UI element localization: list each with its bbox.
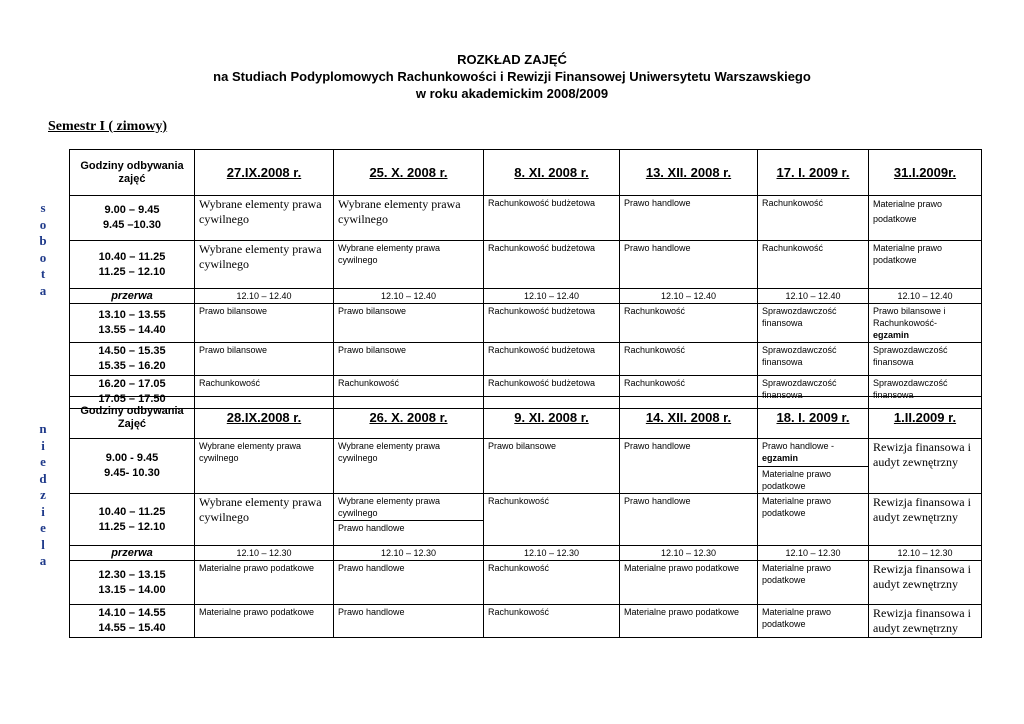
break-time: 12.10 – 12.30 (620, 546, 758, 561)
break-label: przerwa (70, 289, 195, 304)
class-cell: Rachunkowość budżetowa (484, 343, 620, 376)
academic-year: w roku akademickim 2008/2009 (415, 86, 609, 101)
time-slot: 9.00 – 9.45 9.45 –10.30 (70, 196, 195, 241)
class-cell: Materialne prawo podatkowe (758, 561, 869, 605)
break-label: przerwa (70, 546, 195, 561)
class-cell: Wybrane elementy prawa cywilnego (195, 494, 334, 546)
hours-header: Godziny odbywania Zajęć (70, 397, 195, 439)
exam-note: egzamin (873, 330, 910, 340)
class-cell: Rachunkowość budżetowa (484, 376, 620, 409)
class-cell: Prawo handlowe - egzamin Materialne prawo podatkowe (758, 439, 869, 494)
date-header: 8. XI. 2008 r. (484, 150, 620, 196)
date-header: 17. I. 2009 r. (758, 150, 869, 196)
break-time: 12.10 – 12.40 (758, 289, 869, 304)
date-header: 9. XI. 2008 r. (484, 397, 620, 439)
vertical-letter: a (39, 282, 47, 298)
break-time: 12.10 – 12.30 (484, 546, 620, 561)
class-cell: Rachunkowość (758, 241, 869, 289)
class-cell: Prawo bilansowe i Rachunkowość- egzamin (869, 304, 982, 343)
vertical-letter: n (39, 421, 47, 436)
date-header: 26. X. 2008 r. (334, 397, 484, 439)
class-cell: Rachunkowość (484, 561, 620, 605)
class-cell: Rachunkowość (484, 605, 620, 638)
semester-label: Semestr I ( zimowy) (48, 119, 168, 134)
class-cell: Materialne prawo podatkowe (195, 561, 334, 605)
document-subtitle: na Studiach Podyplomowych Rachunkowości i Rewizji Finansowej Uniwersytetu Warszawskiego (213, 69, 811, 84)
time-slot: 13.10 – 13.55 13.55 – 14.40 (70, 304, 195, 343)
saturday-schedule-table (69, 149, 982, 409)
class-cell: Rachunkowość (620, 304, 758, 343)
vertical-letter: o (39, 216, 47, 232)
time-slot: 12.30 – 13.15 13.15 – 14.00 (70, 561, 195, 605)
class-cell: Wybrane elementy prawa cywilnego (334, 196, 484, 241)
vertical-letter: e (40, 454, 46, 469)
date-header: 28.IX.2008 r. (195, 397, 334, 439)
class-cell: Prawo bilansowe (484, 439, 620, 494)
time-slot: 14.50 – 15.35 15.35 – 16.20 (70, 343, 195, 376)
vertical-letter: s (40, 200, 46, 215)
break-time: 12.10 – 12.30 (758, 546, 869, 561)
class-cell: Rachunkowość budżetowa (484, 304, 620, 343)
class-cell: Prawo handlowe (620, 439, 758, 494)
class-cell: Materialne prawo podatkowe (869, 241, 982, 289)
class-sub-cell: Prawo handlowe (334, 520, 483, 534)
class-cell: Rewizja finansowa i audyt zewnętrzny (869, 439, 982, 494)
class-cell: Rachunkowość budżetowa (484, 241, 620, 289)
break-time: 12.10 – 12.30 (334, 546, 484, 561)
table-header-row (70, 397, 982, 439)
class-cell: Prawo handlowe (620, 196, 758, 241)
date-header: 27.IX.2008 r. (195, 150, 334, 196)
date-header: 25. X. 2008 r. (334, 150, 484, 196)
vertical-letter: z (40, 487, 46, 502)
vertical-letter: a (39, 553, 47, 568)
class-cell: Rewizja finansowa i audyt zewnętrzny (869, 605, 982, 638)
class-cell: Prawo bilansowe (334, 343, 484, 376)
class-cell: Sprawozdawczość finansowa (758, 376, 869, 409)
date-header: 31.I.2009r. (869, 150, 982, 196)
class-cell: Wybrane elementy prawa cywilnego (334, 241, 484, 289)
class-cell: Rachunkowość (484, 494, 620, 546)
class-cell: Rachunkowość (620, 376, 758, 409)
date-header: 18. I. 2009 r. (758, 397, 869, 439)
vertical-letter: d (39, 470, 47, 486)
table-row (70, 343, 982, 376)
vertical-letter: l (41, 536, 45, 552)
vertical-letter: b (39, 233, 47, 248)
date-header: 13. XII. 2008 r. (620, 150, 758, 196)
time-slot: 10.40 – 11.25 11.25 – 12.10 (70, 494, 195, 546)
date-header: 1.II.2009 r. (869, 397, 982, 439)
break-time: 12.10 – 12.40 (484, 289, 620, 304)
vertical-letter: i (41, 437, 45, 453)
class-cell: Wybrane elementy prawa cywilnego (195, 241, 334, 289)
saturday-vertical-label (38, 200, 48, 299)
class-cell: Wybrane elementy prawa cywilnego (334, 439, 484, 494)
class-cell: Rewizja finansowa i audyt zewnętrzny (869, 494, 982, 546)
class-cell: Rachunkowość budżetowa (484, 196, 620, 241)
exam-note: egzamin (762, 453, 799, 463)
class-cell: Materialne prawo podatkowe (758, 494, 869, 546)
table-row (70, 241, 982, 289)
vertical-letter: i (41, 503, 45, 519)
class-cell: Wybrane elementy prawa cywilnego Prawo handlowe (334, 494, 484, 546)
time-slot: 16.20 – 17.05 17.05 – 17.50 (70, 376, 195, 409)
class-cell: Materialne prawo podatkowe (195, 605, 334, 638)
class-cell: Sprawozdawczość finansowa (758, 343, 869, 376)
table-row (70, 605, 982, 638)
class-cell: Materialne prawo podatkowe (869, 196, 982, 241)
break-row (70, 289, 982, 304)
break-time: 12.10 – 12.40 (620, 289, 758, 304)
break-time: 12.10 – 12.40 (195, 289, 334, 304)
break-time: 12.10 – 12.40 (869, 289, 982, 304)
break-time: 12.10 – 12.30 (869, 546, 982, 561)
time-slot: 14.10 – 14.55 14.55 – 15.40 (70, 605, 195, 638)
class-cell: Sprawozdawczość finansowa (758, 304, 869, 343)
class-cell: Prawo handlowe (334, 561, 484, 605)
table-header-row (70, 150, 982, 196)
class-cell: Prawo handlowe (334, 605, 484, 638)
class-cell: Prawo bilansowe (195, 343, 334, 376)
class-cell: Wybrane elementy prawa cywilnego (195, 439, 334, 494)
class-cell: Rachunkowość (195, 376, 334, 409)
hours-header: Godziny odbywania zajęć (70, 150, 195, 196)
class-cell: Rachunkowość (334, 376, 484, 409)
table-row (70, 196, 982, 241)
class-cell: Sprawozdawczość finansowa (869, 343, 982, 376)
class-sub-cell: Materialne prawo podatkowe (758, 466, 868, 492)
class-cell: Prawo bilansowe (334, 304, 484, 343)
class-cell: Materialne prawo podatkowe (620, 605, 758, 638)
vertical-letter: e (40, 520, 46, 535)
sunday-vertical-label (38, 421, 48, 570)
time-slot: 10.40 – 11.25 11.25 – 12.10 (70, 241, 195, 289)
class-cell: Prawo bilansowe (195, 304, 334, 343)
document-title: ROZKŁAD ZAJĘĆ (457, 52, 567, 67)
table-row (70, 439, 982, 494)
class-cell: Prawo handlowe (620, 241, 758, 289)
table-row (70, 494, 982, 546)
class-cell: Rewizja finansowa i audyt zewnętrzny (869, 561, 982, 605)
sunday-schedule-table (69, 396, 982, 638)
class-cell: Prawo handlowe (620, 494, 758, 546)
class-cell: Wybrane elementy prawa cywilnego (195, 196, 334, 241)
table-row (70, 561, 982, 605)
class-cell: Materialne prawo podatkowe (758, 605, 869, 638)
break-time: 12.10 – 12.30 (195, 546, 334, 561)
class-cell: Materialne prawo podatkowe (620, 561, 758, 605)
vertical-letter: t (40, 266, 46, 281)
break-row (70, 546, 982, 561)
class-cell: Sprawozdawczość finansowa (869, 376, 982, 409)
class-cell: Rachunkowość (620, 343, 758, 376)
table-row (70, 304, 982, 343)
class-cell: Rachunkowość (758, 196, 869, 241)
break-time: 12.10 – 12.40 (334, 289, 484, 304)
date-header: 14. XII. 2008 r. (620, 397, 758, 439)
vertical-letter: o (39, 249, 47, 265)
time-slot: 9.00 - 9.45 9.45- 10.30 (70, 439, 195, 494)
